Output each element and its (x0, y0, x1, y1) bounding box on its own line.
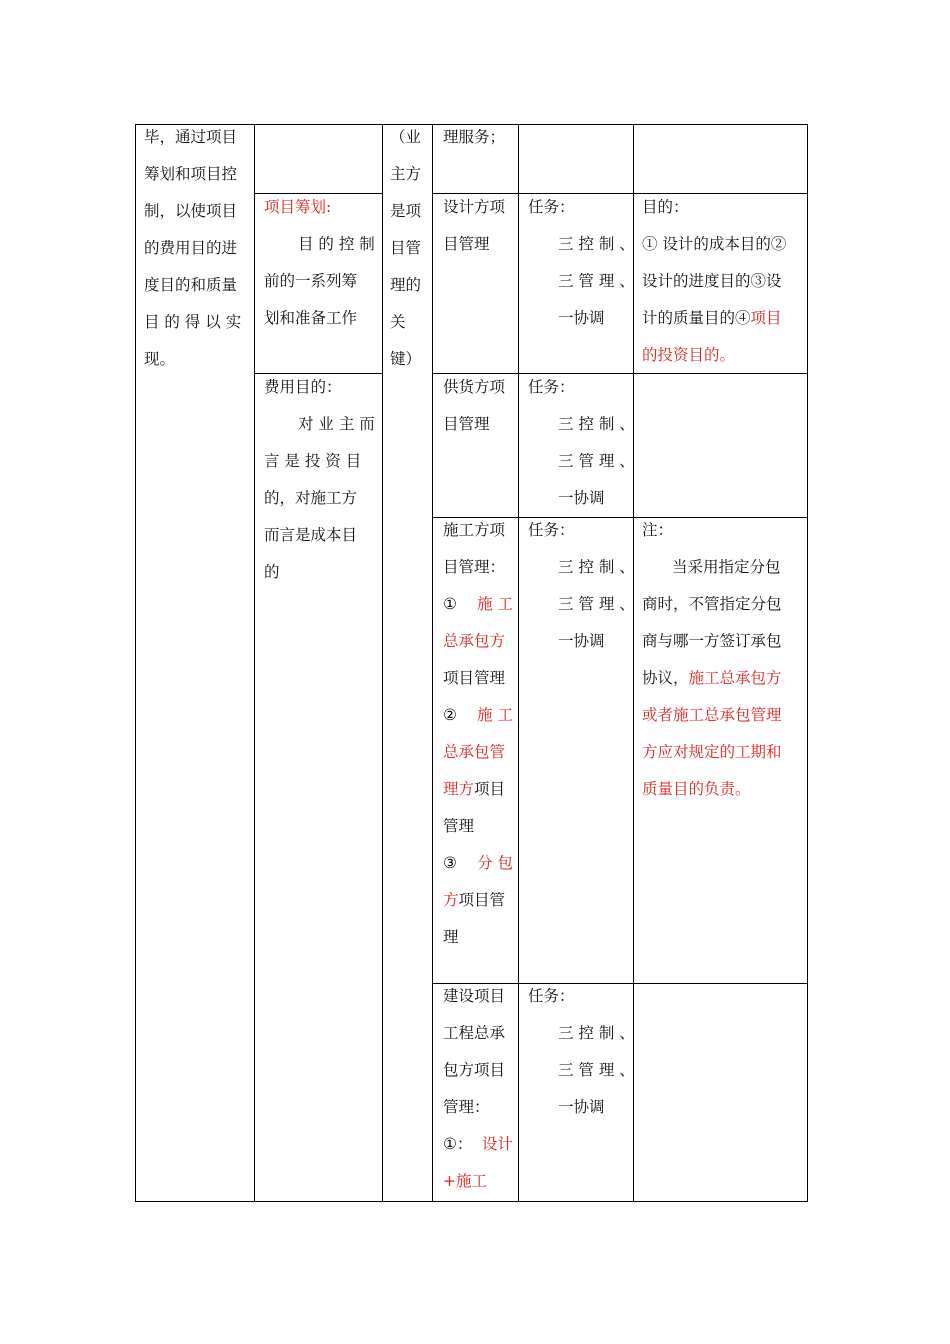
task-line: 一协调 (558, 489, 605, 507)
task-line: 三 控 制 、 (558, 415, 635, 433)
task-line: 三 控 制 、 (558, 1024, 635, 1042)
note-red-line: 质量目的负责。 (642, 780, 751, 798)
planning-line: 划和准备工作 (264, 309, 358, 327)
note-line (642, 660, 804, 697)
goal-line (642, 300, 804, 337)
col3-line: 目管 (390, 239, 422, 257)
epc-task-cell (528, 978, 635, 1126)
construction-item (443, 845, 513, 882)
task-line: 三 控 制 、 (558, 235, 635, 253)
item-text: 项目管 (458, 891, 506, 909)
col1-line: 制，以使项目 (144, 202, 238, 220)
item-red: 施 工 (477, 595, 513, 613)
task-label: 任务： (528, 521, 575, 539)
note-line: 当采用指定分包 (672, 558, 781, 576)
col1-line: 筹划和项目控 (144, 165, 238, 183)
task-line: 一协调 (558, 309, 605, 327)
item-line: 项目管理 (443, 669, 506, 687)
note-label: 注： (642, 521, 674, 539)
col1-line: 现。 (144, 350, 176, 368)
item-red: 设计 (481, 1135, 513, 1153)
goal-line: 设计的进度目的③设 (642, 272, 782, 290)
table-border-left (135, 124, 136, 1202)
col3-line: 主方 (390, 165, 422, 183)
epc-name-line: 管理： (443, 1098, 490, 1116)
col3-line: 是项 (390, 202, 422, 220)
col1-line: 毕，通过项目 (144, 128, 238, 146)
planning-line: 前的一系列筹 (264, 272, 358, 290)
item-red: 总承包方 (443, 632, 506, 650)
col3-text (390, 119, 430, 378)
goal-line: ① 设计的成本目的② (642, 235, 787, 253)
item-number: ① (443, 595, 457, 613)
col3-line: 理的 (390, 276, 422, 294)
goal-line-black: 计的质量目的④ (642, 309, 751, 327)
cost-goal-line: 而言是成本目 (264, 526, 358, 544)
col1-line: 的费用目的进 (144, 239, 238, 257)
construction-name-cell (443, 512, 513, 956)
note-line: 商时，不管指定分包 (642, 595, 782, 613)
supply-task-cell (528, 369, 635, 517)
construction-name-line: 施工方项 (443, 521, 506, 539)
epc-name-cell (443, 978, 513, 1200)
item-line: 管理 (443, 817, 475, 835)
item-red: 理方 (443, 780, 475, 798)
table-border-bottom (135, 1201, 808, 1202)
cost-goal-title: 费用目的： (264, 378, 342, 396)
note-red-line: 或者施工总承包管理 (642, 706, 782, 724)
goal-line-red: 的投资目的。 (642, 346, 736, 364)
supply-name-line: 目管理 (443, 415, 490, 433)
note-red: 施工总承包方 (688, 669, 782, 687)
epc-name-line: 建设项目 (443, 987, 506, 1005)
task-line: 三 控 制 、 (558, 558, 635, 576)
column-divider (254, 124, 255, 1202)
construction-item (443, 586, 513, 623)
goal-line-red: 项目 (750, 309, 782, 327)
design-name-line: 设计方项 (443, 198, 506, 216)
item-line (443, 882, 513, 919)
note-text: 协议， (642, 669, 689, 687)
design-name-line: 目管理 (443, 235, 490, 253)
design-task-cell (528, 189, 635, 337)
task-line: 一协调 (558, 1098, 605, 1116)
construction-task-cell (528, 512, 635, 660)
cost-goal-line: 对 业 主 而 (298, 415, 375, 433)
item-red: 施 工 (477, 706, 513, 724)
goal-label: 目的： (642, 198, 689, 216)
planning-line: 目 的 控 制 (298, 235, 375, 253)
task-line: 三 管 理 、 (558, 1061, 635, 1079)
design-goal-cell (642, 189, 804, 374)
epc-name-line: 包方项目 (443, 1061, 506, 1079)
cost-goal-line: 言 是 投 资 目 (264, 452, 362, 470)
note-line: 商与哪一方签订承包 (642, 632, 782, 650)
item-red: 总承包管 (443, 743, 506, 761)
column-divider (432, 124, 433, 1202)
note-red-line: 方应对规定的工期和 (642, 743, 782, 761)
task-line: 三 管 理 、 (558, 452, 635, 470)
task-line: 三 管 理 、 (558, 272, 635, 290)
construction-item (443, 697, 513, 734)
col1-line: 目 的 得 以 实 (144, 313, 242, 331)
item-red: 方 (443, 891, 459, 909)
construction-name-line: 目管理： (443, 558, 506, 576)
col3-line: 关 (390, 313, 406, 331)
task-line: 三 管 理 、 (558, 595, 635, 613)
task-label: 任务： (528, 987, 575, 1005)
table-border-right (807, 124, 808, 1202)
column-divider (518, 124, 519, 1202)
task-label: 任务： (528, 378, 575, 396)
col1-line: 度目的和质量 (144, 276, 238, 294)
item-number: ② (443, 706, 457, 724)
construction-note-cell (642, 512, 804, 808)
col1-text (144, 119, 246, 378)
item-number: ①： (443, 1135, 473, 1153)
planning-cell (264, 189, 376, 337)
column-divider (382, 124, 383, 1202)
planning-title: 项目筹划: (264, 198, 332, 216)
task-line: 一协调 (558, 632, 605, 650)
epc-name-line: 工程总承 (443, 1024, 506, 1042)
item-number: ③ (443, 854, 457, 872)
cost-goal-line: 的，对施工方 (264, 489, 358, 507)
col3-line: 键） (390, 350, 422, 368)
top-row-text (443, 119, 515, 156)
epc-item (443, 1126, 513, 1163)
top-row-line: 理服务； (443, 128, 506, 146)
design-name-cell (443, 189, 515, 263)
item-text: 项目 (474, 780, 506, 798)
item-line: 理 (443, 928, 459, 946)
item-red: 分 包 (477, 854, 513, 872)
item-line (443, 771, 513, 808)
supply-name-line: 供货方项 (443, 378, 506, 396)
supply-name-cell (443, 369, 515, 443)
item-red: +施工 (443, 1172, 487, 1190)
col3-line: （业 (390, 128, 422, 146)
cost-goal-cell (264, 369, 376, 591)
task-label: 任务： (528, 198, 575, 216)
cost-goal-line: 的 (264, 563, 280, 581)
